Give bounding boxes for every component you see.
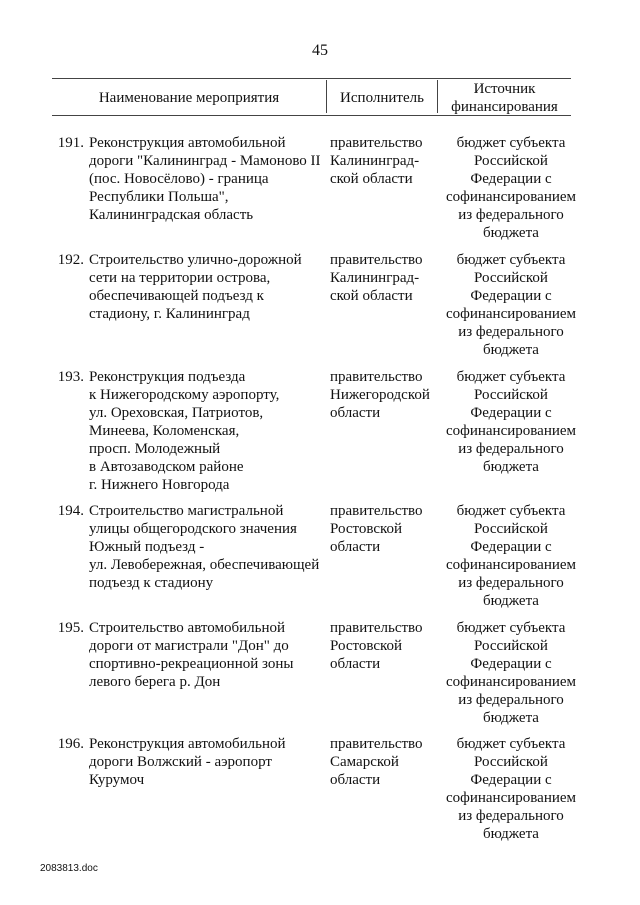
row-executor: правительство Калининград- ской области: [330, 252, 423, 304]
row-executor: правительство Ростовской области: [330, 503, 423, 555]
row-funding: бюджет субъекта Российской Федерации с софинансированием из федерального бюджета: [445, 620, 577, 726]
row-executor: правительство Нижегородской области: [330, 369, 430, 421]
row-funding: бюджет субъекта Российской Федерации с софинансированием из федерального бюджета: [445, 252, 577, 358]
row-number: 194.: [57, 503, 84, 519]
row-number: 193.: [57, 369, 84, 385]
row-number: 196.: [57, 736, 84, 752]
row-executor: правительство Ростовской области: [330, 620, 423, 672]
header-top-rule: [52, 78, 571, 79]
header-name: Наименование мероприятия: [98, 90, 280, 106]
row-funding: бюджет субъекта Российской Федерации с софинансированием из федерального бюджета: [445, 736, 577, 842]
row-number: 195.: [57, 620, 84, 636]
row-name: Строительство автомобильной дороги от магистрали "Дон" до спортивно-рекреационной зоны левого берега р. Дон: [89, 620, 294, 690]
row-name: Реконструкция автомобильной дороги "Калининград - Мамоново II (пос. Новосёлово) - граница Республики Польша", Калининградская область: [89, 135, 321, 223]
header-funding: Источник финансирования: [451, 81, 558, 115]
page-number: 45: [312, 42, 328, 59]
row-executor: правительство Калининград- ской области: [330, 135, 423, 187]
row-name: Строительство магистральной улицы общегородского значения Южный подъезд - ул. Левобережная, обеспечивающей подъезд к стадиону: [89, 503, 320, 591]
row-name: Реконструкция автомобильной дороги Волжский - аэропорт Курумоч: [89, 736, 286, 788]
row-executor: правительство Самарской области: [330, 736, 423, 788]
row-number: 191.: [57, 135, 84, 151]
row-funding: бюджет субъекта Российской Федерации с софинансированием из федерального бюджета: [445, 369, 577, 475]
row-name: Строительство улично-дорожной сети на территории острова, обеспечивающей подъезд к стадиону, г. Калининград: [89, 252, 302, 322]
document-footer: 2083813.doc: [40, 863, 98, 874]
row-funding: бюджет субъекта Российской Федерации с софинансированием из федерального бюджета: [445, 503, 577, 609]
row-funding: бюджет субъекта Российской Федерации с софинансированием из федерального бюджета: [445, 135, 577, 241]
row-number: 192.: [57, 252, 84, 268]
row-name: Реконструкция подъезда к Нижегородскому аэропорту, ул. Ореховская, Патриотов, Минеева, Коломенская, просп. Молодежный в Автозаводском районе г. Нижнего Новгорода: [89, 369, 280, 493]
header-executor: Исполнитель: [340, 90, 424, 106]
